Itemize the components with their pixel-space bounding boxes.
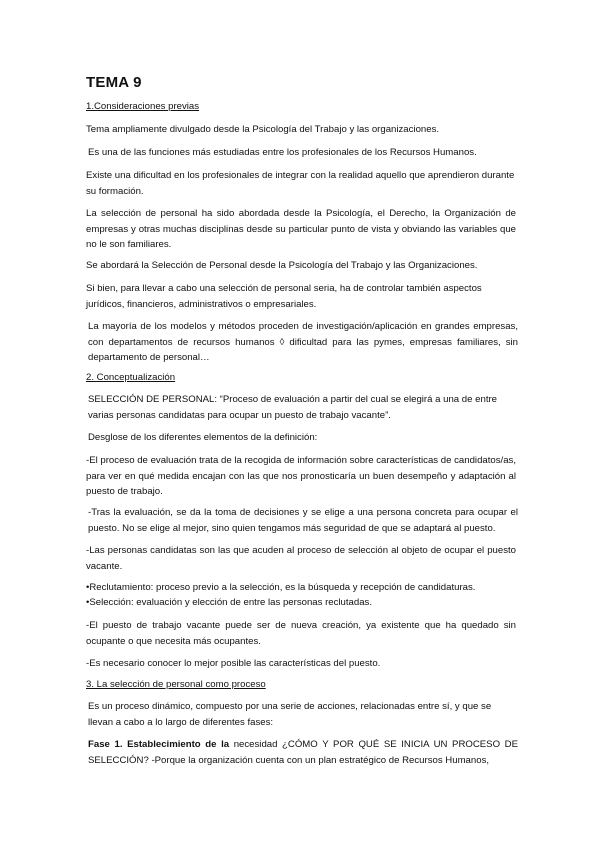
- section-heading-conceptualizacion: 2. Conceptualización: [86, 372, 176, 383]
- paragraph: -Es necesario conocer lo mejor posible las características del puesto.: [86, 658, 381, 669]
- paragraph: Existe una dificultad en los profesionales de integrar con la realidad aquello que aprendieron durante su formación.: [86, 170, 515, 197]
- paragraph: Es un proceso dinámico, compuesto por una serie de acciones, relacionadas entre sí, y que se llevan a cabo a lo largo de diferentes fases:: [88, 701, 492, 728]
- paragraph: Se abordará la Selección de Personal desde la Psicología del Trabajo y las Organizaciones.: [86, 260, 478, 271]
- paragraph: Es una de las funciones más estudiadas entre los profesionales de los Recursos Humanos.: [88, 147, 477, 158]
- paragraph: -Las personas candidatas son las que acuden al proceso de selección al objeto de ocupar el puesto vacante.: [86, 545, 516, 572]
- paragraph: •Selección: evaluación y elección de entre las personas reclutadas.: [86, 597, 373, 608]
- paragraph: -El puesto de trabajo vacante puede ser de nueva creación, ya existente que ha quedado sin ocupante o que necesita más ocupantes.: [86, 620, 516, 647]
- paragraph: -Tras la evaluación, se da la toma de decisiones y se elige a una persona concreta para ocupar el puesto. No se elige al mejor, sino quien tengamos más seguridad de que se adaptará al puesto.: [88, 507, 518, 534]
- phase-label: Fase 1. Establecimiento de la: [88, 739, 230, 750]
- paragraph: La mayoría de los modelos y métodos proceden de investigación/aplicación en grandes empresas, con departamentos de recursos humanos ◊ dificultad para las pymes, empresas familiares, sin departamento de personal…: [88, 321, 518, 363]
- document-title: TEMA 9: [86, 74, 142, 91]
- paragraph: SELECCIÓN DE PERSONAL: “Proceso de evaluación a partir del cual se elegirá a una de entre varias personas candidatas para ocupar un puesto de trabajo vacante”.: [88, 394, 498, 421]
- section-heading-consideraciones: 1.Consideraciones previas: [86, 101, 200, 112]
- paragraph: La selección de personal ha sido abordada desde la Psicología, el Derecho, la Organización de empresas y otras muchas disciplinas desde su particular punto de vista y obviando las variables que no le son familiares.: [86, 208, 516, 250]
- paragraph: •Reclutamiento: proceso previo a la selección, es la búsqueda y recepción de candidaturas.: [86, 582, 476, 593]
- paragraph: Tema ampliamente divulgado desde la Psicología del Trabajo y las organizaciones.: [86, 124, 440, 135]
- phase-text: necesidad ¿CÓMO Y POR QUÉ SE INICIA UN PROCESO DE SELECCIÓN? -Porque la organización cuenta con un plan estratégico de Recursos Humanos,: [88, 739, 518, 766]
- paragraph: Desglose de los diferentes elementos de la definición:: [88, 432, 318, 443]
- paragraph: Si bien, para llevar a cabo una selección de personal seria, ha de controlar también aspectos jurídicos, financieros, administrativos o empresariales.: [86, 283, 482, 310]
- paragraph: -El proceso de evaluación trata de la recogida de información sobre características de candidatos/as, para ver en qué medida encajan con las que nos pronosticaría un buen desempeño y adaptación al puesto de trabajo.: [86, 455, 516, 497]
- phase-paragraph: [88, 737, 518, 768]
- section-heading-proceso: 3. La selección de personal como proceso: [86, 679, 266, 690]
